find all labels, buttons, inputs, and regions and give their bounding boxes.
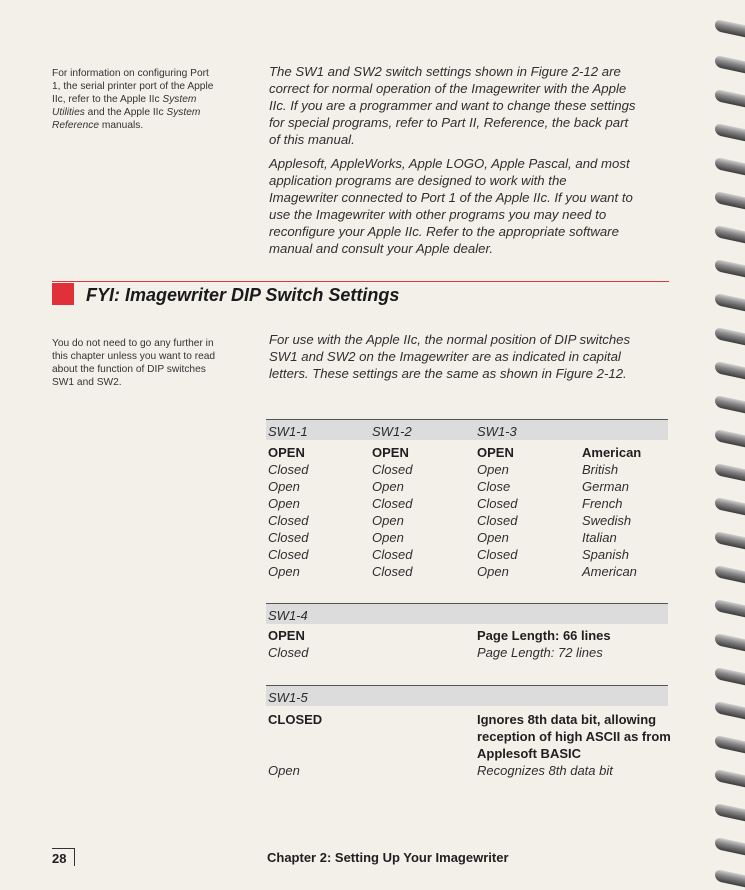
text-line: For use with the Apple IIc, the normal position of DIP switches (269, 332, 631, 347)
table-cell: Open (477, 462, 509, 477)
table-cell: Open (268, 479, 300, 494)
table-cell: Applesoft BASIC (477, 746, 581, 761)
table-cell: Open (372, 513, 404, 528)
text-line: manual and consult your Apple dealer. (269, 241, 494, 256)
side-note-fyi (52, 337, 242, 389)
binding-coil (715, 667, 745, 685)
binding-coil (715, 735, 745, 753)
table-cell: Recognizes 8th data bit (477, 763, 613, 778)
spiral-binding (709, 0, 745, 890)
table-cell: OPEN (268, 628, 305, 643)
table-cell: French (582, 496, 623, 511)
binding-coil (715, 191, 745, 209)
table-cell: Closed (268, 513, 309, 528)
table-cell: Ignores 8th data bit, allowing (477, 712, 657, 727)
section-title: FYI: Imagewriter DIP Switch Settings (86, 285, 400, 305)
table-cell: OPEN (372, 445, 409, 460)
table-cell: Closed (268, 462, 309, 477)
note-line: SW1 and SW2. (52, 377, 122, 388)
table-cell: CLOSED (268, 712, 323, 727)
binding-coil (715, 293, 745, 311)
fyi-intro-paragraph (269, 331, 684, 382)
binding-coil (715, 633, 745, 651)
binding-coil (715, 395, 745, 413)
text-line: Imagewriter connected to Port 1 of the Apple IIc. If you want to (269, 190, 633, 205)
table-cell: Italian (582, 530, 617, 545)
text-line: IIc. If you are a programmer and want to change these settings (269, 98, 636, 113)
table-cell: Closed (372, 564, 413, 579)
note-text: IIc, refer to the Apple IIc (52, 94, 163, 105)
binding-coil (715, 157, 745, 175)
table-cell: Closed (477, 547, 518, 562)
binding-coil (715, 361, 745, 379)
table-cell: Closed (268, 547, 309, 562)
table-cell: OPEN (477, 445, 514, 460)
column-header: SW1-5 (268, 690, 308, 705)
table-cell: British (582, 462, 619, 477)
table-header-sw1-4 (266, 603, 668, 624)
table-cell: Closed (372, 547, 413, 562)
binding-coil (715, 259, 745, 277)
text-line: of this manual. (269, 132, 355, 147)
binding-coil (715, 701, 745, 719)
table-cell: Open (372, 530, 404, 545)
intro-paragraph-2 (269, 155, 684, 257)
binding-coil (715, 869, 745, 887)
binding-coil (715, 327, 745, 345)
table-cell: Closed (268, 530, 309, 545)
note-line: about the function of DIP switches (52, 364, 206, 375)
page-number: 28 (52, 848, 75, 866)
binding-coil (715, 769, 745, 787)
binding-coil (715, 463, 745, 481)
note-line (52, 119, 242, 132)
table-cell: American (582, 445, 642, 460)
note-italic-text: System (162, 94, 197, 105)
note-text: manuals. (99, 120, 144, 131)
binding-coil (715, 19, 745, 37)
note-line: You do not need to go any further in (52, 338, 214, 349)
section-rule (52, 281, 669, 282)
table-cell: Open (268, 496, 300, 511)
binding-coil (715, 497, 745, 515)
text-line: reconfigure your Apple IIc. Refer to the appropriate software (269, 224, 619, 239)
table-cell: Open (477, 564, 509, 579)
table-cell: Close (477, 479, 511, 494)
note-line: this chapter unless you want to read (52, 351, 216, 362)
text-line: use the Imagewriter with other programs you may need to (269, 207, 607, 222)
binding-coil (715, 55, 745, 73)
text-line: Applesoft, AppleWorks, Apple LOGO, Apple Pascal, and most (269, 156, 630, 171)
binding-coil (715, 599, 745, 617)
table-cell: Closed (372, 496, 413, 511)
binding-coil (715, 89, 745, 107)
column-header: SW1-4 (268, 608, 308, 623)
side-note-port-config (52, 67, 242, 132)
table-cell: OPEN (268, 445, 305, 460)
table-cell: Open (268, 763, 300, 778)
binding-coil (715, 531, 745, 549)
note-italic-text: System (166, 107, 201, 118)
binding-coil (715, 837, 745, 855)
column-header: SW1-2 (372, 424, 412, 439)
intro-paragraph-1 (269, 63, 684, 148)
note-line: 1, the serial printer port of the Apple (52, 81, 214, 92)
note-text: and the Apple IIc (84, 107, 167, 118)
binding-coil (715, 123, 745, 141)
table-cell: Closed (268, 645, 309, 660)
text-line: The SW1 and SW2 switch settings shown in Figure 2-12 are (269, 64, 621, 79)
note-italic-text: Reference (52, 120, 100, 131)
note-line: For information on configuring Port (52, 68, 209, 79)
table-header-sw1-1-3 (266, 419, 668, 440)
table-cell: German (582, 479, 629, 494)
note-italic-text: Utilities (52, 107, 85, 118)
table-cell: American (582, 564, 637, 579)
table-cell: Page Length: 66 lines (477, 628, 611, 643)
table-cell: Closed (477, 496, 518, 511)
table-cell: Open (268, 564, 300, 579)
chapter-footer: Chapter 2: Setting Up Your Imagewriter (267, 850, 509, 865)
text-line: correct for normal operation of the Imagewriter with the Apple (269, 81, 627, 96)
table-cell: Page Length: 72 lines (477, 645, 603, 660)
text-line: letters. These settings are the same as shown in Figure 2-12. (269, 366, 627, 381)
binding-coil (715, 225, 745, 243)
table-cell: Spanish (582, 547, 629, 562)
binding-coil (715, 565, 745, 583)
column-header: SW1-3 (477, 424, 517, 439)
text-line: application programs are designed to work with the (269, 173, 567, 188)
table-cell: Swedish (582, 513, 632, 528)
binding-coil (715, 429, 745, 447)
section-marker-square (52, 283, 74, 305)
table-cell: Open (477, 530, 509, 545)
text-line: for special programs, refer to Part II, Reference, the back part (269, 115, 629, 130)
note-line (52, 106, 242, 119)
table-cell: Closed (372, 462, 413, 477)
text-line: SW1 and SW2 on the Imagewriter are as indicated in capital (269, 349, 621, 364)
binding-coil (715, 803, 745, 821)
column-header: SW1-1 (268, 424, 308, 439)
table-header-sw1-5 (266, 685, 668, 706)
table-cell: Closed (477, 513, 518, 528)
table-cell: Open (372, 479, 404, 494)
table-cell: reception of high ASCII as from (477, 729, 671, 744)
note-line (52, 93, 242, 106)
